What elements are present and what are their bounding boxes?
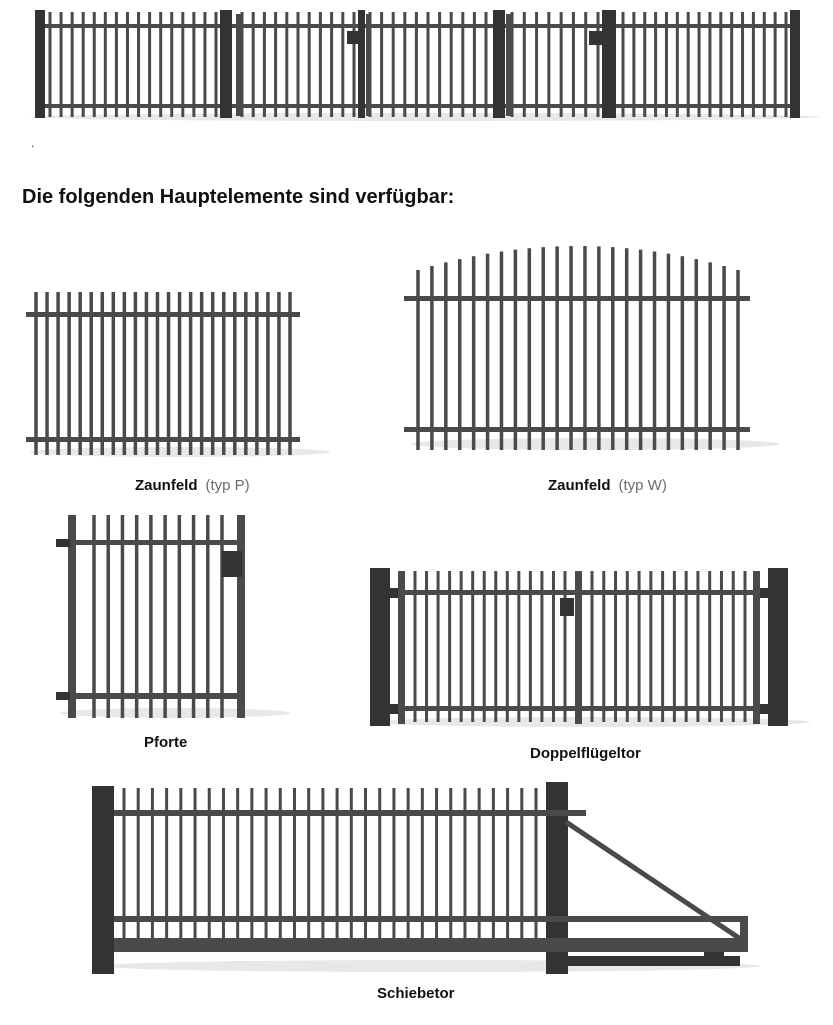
caption-name: Pforte <box>144 734 188 751</box>
caption-sliding-gate <box>377 985 455 1002</box>
caption-type: (typ P) <box>205 477 250 494</box>
picket <box>279 788 282 950</box>
caption-name: Zaunfeld <box>548 477 611 494</box>
caption-type: (typ W) <box>618 477 667 494</box>
picket <box>520 788 523 950</box>
caption-name: Zaunfeld <box>135 477 198 494</box>
picket <box>463 788 466 950</box>
picket <box>336 788 339 950</box>
roller <box>548 952 568 962</box>
picket <box>123 788 126 950</box>
picket <box>265 788 268 950</box>
page-heading: Die folgenden Hauptelemente sind verfügbar: <box>22 186 455 208</box>
dot-mark: . <box>31 136 35 150</box>
post <box>92 786 114 974</box>
picket <box>492 788 495 950</box>
picket <box>236 788 239 950</box>
gate-frame <box>740 916 748 952</box>
picket <box>506 788 509 950</box>
picket <box>250 788 253 950</box>
picket <box>194 788 197 950</box>
caption-name: Doppelflügeltor <box>530 745 641 762</box>
picket <box>179 788 182 950</box>
picket <box>435 788 438 950</box>
picket <box>378 788 381 950</box>
picket <box>421 788 424 950</box>
picket <box>449 788 452 950</box>
roller <box>704 952 724 962</box>
picket <box>293 788 296 950</box>
picket <box>364 788 367 950</box>
picket <box>151 788 154 950</box>
picket <box>307 788 310 950</box>
picket <box>137 788 140 950</box>
picket <box>321 788 324 950</box>
picket <box>478 788 481 950</box>
picket <box>165 788 168 950</box>
diagonal-brace <box>566 822 742 940</box>
picket <box>208 788 211 950</box>
picket <box>350 788 353 950</box>
picket <box>222 788 225 950</box>
picket <box>392 788 395 950</box>
caption-name: Schiebetor <box>377 985 455 1002</box>
picket <box>535 788 538 950</box>
picket <box>407 788 410 950</box>
